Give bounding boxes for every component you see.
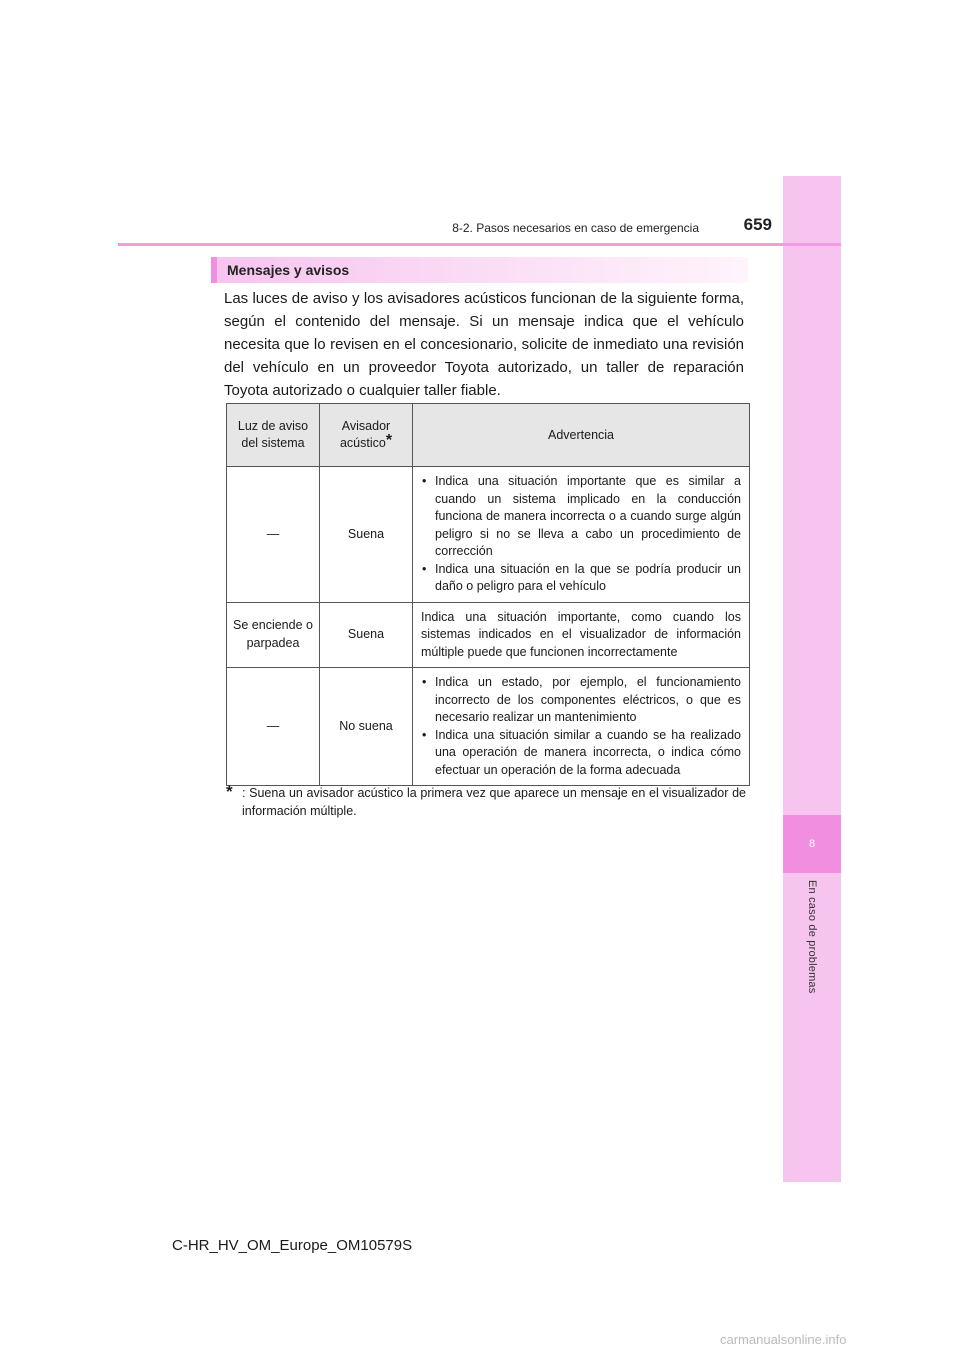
table-row <box>227 467 750 603</box>
running-header-section: 8-2. Pasos necesarios en caso de emergencia <box>452 221 699 235</box>
page-number: 659 <box>743 215 772 234</box>
cell-warning <box>413 668 750 786</box>
cell-light: — <box>227 467 320 603</box>
cell-buzzer: No suena <box>320 668 413 786</box>
watermark: carmanualsonline.info <box>720 1332 847 1347</box>
side-chapter-tab <box>783 176 841 1182</box>
header-divider <box>118 243 841 246</box>
warnings-table <box>226 403 750 786</box>
cell-warning <box>413 467 750 603</box>
chapter-number: 8 <box>783 815 841 873</box>
table-row <box>227 602 750 668</box>
table-row <box>227 668 750 786</box>
cell-light: — <box>227 668 320 786</box>
intro-paragraph: Las luces de aviso y los avisadores acústicos funcionan de la siguiente forma, según el contenido del mensaje. Si un mensaje indica que el vehículo necesita que lo revisen en el concesionario, solicite de inmediato una revisión del vehículo en un proveedor Toyota autorizado, un taller de reparación Toyota autorizado o cualquier taller fiable. <box>224 290 744 399</box>
footnote <box>226 782 746 820</box>
document-code: C-HR_HV_OM_Europe_OM10579S <box>172 1237 413 1254</box>
table-header-row <box>227 404 750 467</box>
cell-buzzer: Suena <box>320 467 413 603</box>
footnote-text: : Suena un avisador acústico la primera vez que aparece un mensaje en el visualizador de información múltiple. <box>242 786 746 818</box>
section-heading <box>211 257 748 283</box>
header-light: Luz de aviso del sistema <box>227 404 320 467</box>
chapter-title <box>783 880 841 1020</box>
cell-warning: Indica una situación importante, como cuando los sistemas indicados en el visualizador de información múltiple puede que funcionen incorrectamente <box>413 602 750 668</box>
cell-light: Se enciende o parpadea <box>227 602 320 668</box>
header-buzzer-asterisk: * <box>385 432 393 449</box>
warning-bullet: • Indica un estado, por ejemplo, el funcionamiento incorrecto de los componentes eléctricos, o que es necesario realizar un mantenimiento <box>421 674 741 727</box>
warning-bullet: • Indica una situación en la que se podría producir un daño o peligro para el vehículo <box>421 561 741 596</box>
cell-buzzer: Suena <box>320 602 413 668</box>
warning-bullet: • Indica una situación similar a cuando se ha realizado una operación de manera incorrecta, o indica cómo efectuar un operación de la forma adecuada <box>421 727 741 780</box>
header-buzzer-text: Avisador acústico <box>339 419 391 450</box>
section-heading-text: Mensajes y avisos <box>227 262 350 278</box>
chapter-title-text: En caso de problemas <box>806 880 818 994</box>
header-buzzer <box>320 404 413 467</box>
header-warning: Advertencia <box>413 404 750 467</box>
footnote-asterisk: * <box>226 782 233 801</box>
warning-bullet: • Indica una situación importante que es similar a cuando un sistema implicado en la conducción funciona de manera incorrecta o a cuando surge algún peligro si no se lleva a cabo un procedimiento de corrección <box>421 473 741 561</box>
